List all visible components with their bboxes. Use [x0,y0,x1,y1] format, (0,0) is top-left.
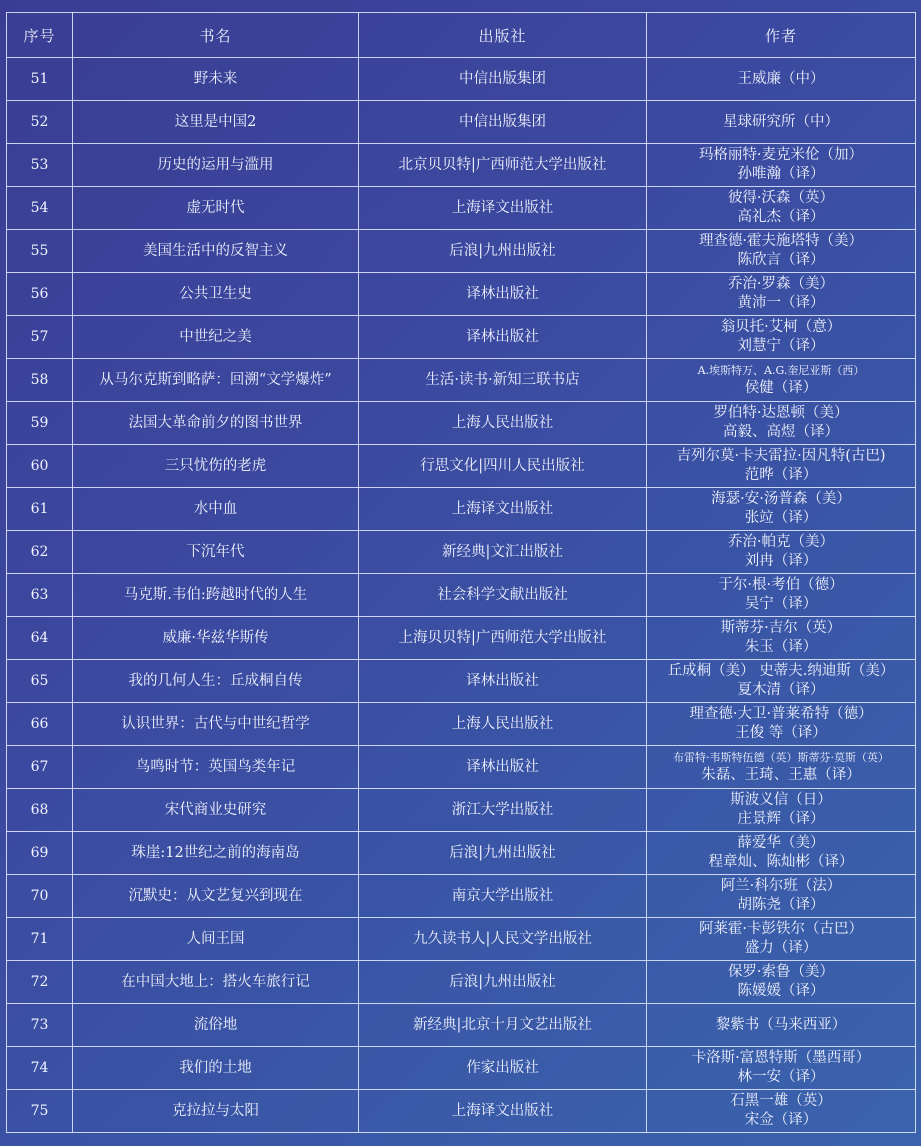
cell-no: 64 [7,617,73,660]
translator-name: 朱玉（译） [744,639,818,655]
translator-name: 范晔（译） [744,467,818,483]
book-list-container [6,12,915,1133]
translator-name: 高毅、高煜（译） [723,424,839,440]
cell-publisher: 新经典|文汇出版社 [359,531,647,574]
cell-no: 75 [7,1090,73,1133]
cell-title: 公共卫生史 [73,273,359,316]
table-row [7,660,916,703]
cell-publisher: 上海译文出版社 [359,187,647,230]
author-name: 吉列尔莫·卡夫雷拉·因凡特(古巴) [676,448,886,464]
header-title: 书名 [73,13,359,58]
cell-no: 70 [7,875,73,918]
cell-no: 68 [7,789,73,832]
cell-no: 56 [7,273,73,316]
cell-author [647,1047,916,1090]
cell-publisher: 社会科学文献出版社 [359,574,647,617]
cell-title: 法国大革命前夕的图书世界 [73,402,359,445]
cell-no: 51 [7,58,73,101]
table-row [7,617,916,660]
cell-no: 73 [7,1004,73,1047]
translator-name: 陈欣言（译） [737,252,825,268]
cell-publisher: 中信出版集团 [359,58,647,101]
cell-author [647,58,916,101]
cell-publisher: 北京贝贝特|广西师范大学出版社 [359,144,647,187]
translator-name: 程章灿、陈灿彬（译） [708,854,854,870]
header-publisher: 出版社 [359,13,647,58]
translator-name: 王俊 等（译） [735,725,827,741]
author-name: 丘成桐（美） 史蒂夫.纳迪斯（美） [667,663,895,679]
cell-publisher: 行思文化|四川人民出版社 [359,445,647,488]
cell-title: 虚无时代 [73,187,359,230]
author-name: 乔治·帕克（美） [727,534,835,550]
author-name: 布雷特·韦斯特伍德（英）斯蒂芬·莫斯（英） [673,751,889,764]
author-name: 乔治·罗森（美） [727,276,835,292]
cell-author [647,445,916,488]
cell-title: 三只忧伤的老虎 [73,445,359,488]
header-row [7,13,916,58]
table-row [7,832,916,875]
cell-title: 这里是中国2 [73,101,359,144]
cell-publisher: 中信出版集团 [359,101,647,144]
table-row [7,101,916,144]
cell-no: 53 [7,144,73,187]
author-name: 海瑟·安·汤普森（美） [711,491,851,507]
header-no: 序号 [7,13,73,58]
cell-title: 宋代商业史研究 [73,789,359,832]
table-row [7,144,916,187]
translator-name: 侯健（译） [744,380,818,396]
translator-name: 朱磊、王琦、王惠（译） [701,767,861,783]
translator-name: 孙唯瀚（译） [737,166,825,182]
cell-no: 54 [7,187,73,230]
cell-title: 马克斯.韦伯:跨越时代的人生 [73,574,359,617]
cell-title: 野未来 [73,58,359,101]
cell-title: 我的几何人生：丘成桐自传 [73,660,359,703]
cell-no: 67 [7,746,73,789]
cell-no: 59 [7,402,73,445]
cell-title: 威廉·华兹华斯传 [73,617,359,660]
table-row [7,488,916,531]
table-row [7,1090,916,1133]
author-name: 星球研究所（中） [723,113,839,130]
cell-author [647,746,916,789]
cell-publisher: 九久读书人|人民文学出版社 [359,918,647,961]
table-row [7,961,916,1004]
table-row [7,574,916,617]
table-row [7,273,916,316]
translator-name: 张竝（译） [744,510,818,526]
table-row [7,789,916,832]
cell-author [647,402,916,445]
table-body [7,58,916,1133]
cell-title: 鸟鸣时节：英国鸟类年记 [73,746,359,789]
cell-title: 认识世界：古代与中世纪哲学 [73,703,359,746]
table-row [7,445,916,488]
cell-publisher: 译林出版社 [359,660,647,703]
table-row [7,230,916,273]
cell-author [647,230,916,273]
table-row [7,1004,916,1047]
author-name: 彼得·沃森（英） [727,190,835,206]
author-name: 理查德·霍夫施塔特（美） [698,233,864,249]
cell-author [647,144,916,187]
cell-publisher: 新经典|北京十月文艺出版社 [359,1004,647,1047]
table-row [7,531,916,574]
cell-author [647,875,916,918]
cell-publisher: 上海译文出版社 [359,488,647,531]
cell-author [647,574,916,617]
author-name: 黎紫书（马来西亚） [715,1016,847,1033]
translator-name: 陈媛媛（译） [737,983,825,999]
cell-publisher: 上海人民出版社 [359,703,647,746]
cell-no: 62 [7,531,73,574]
cell-title: 下沉年代 [73,531,359,574]
cell-publisher: 后浪|九州出版社 [359,230,647,273]
author-name: 阿莱霍·卡彭铁尔（古巴） [698,921,864,937]
author-name: A.埃斯特万、A.G.奎尼亚斯（西） [697,364,865,377]
cell-title: 从马尔克斯到略萨：回溯“文学爆炸” [73,359,359,402]
cell-author [647,1004,916,1047]
author-name: 翁贝托·艾柯（意） [720,319,842,335]
cell-title: 流俗地 [73,1004,359,1047]
cell-publisher: 译林出版社 [359,746,647,789]
table-row [7,58,916,101]
cell-author [647,187,916,230]
cell-author [647,101,916,144]
translator-name: 宋佥（译） [744,1112,818,1128]
author-name: 罗伯特·达恩顿（美） [713,405,849,421]
cell-author [647,961,916,1004]
author-name: 斯波义信（日） [730,792,832,808]
cell-no: 74 [7,1047,73,1090]
cell-title: 美国生活中的反智主义 [73,230,359,273]
cell-no: 61 [7,488,73,531]
cell-author [647,316,916,359]
cell-publisher: 浙江大学出版社 [359,789,647,832]
cell-title: 历史的运用与滥用 [73,144,359,187]
cell-title: 我们的土地 [73,1047,359,1090]
cell-author [647,1090,916,1133]
cell-publisher: 译林出版社 [359,273,647,316]
cell-title: 中世纪之美 [73,316,359,359]
cell-author [647,918,916,961]
cell-author [647,531,916,574]
cell-author [647,660,916,703]
cell-title: 沉默史：从文艺复兴到现在 [73,875,359,918]
translator-name: 吴宁（译） [744,596,818,612]
table-row [7,875,916,918]
translator-name: 庄景辉（译） [737,811,825,827]
cell-author [647,789,916,832]
cell-title: 人间王国 [73,918,359,961]
table-row [7,187,916,230]
author-name: 于尔·根·考伯（德） [718,577,844,593]
cell-no: 63 [7,574,73,617]
translator-name: 黄沛一（译） [737,295,825,311]
translator-name: 高礼杰（译） [737,209,825,225]
author-name: 保罗·索鲁（美） [727,964,835,980]
author-name: 王威廉（中） [737,70,825,87]
table-row [7,359,916,402]
cell-publisher: 作家出版社 [359,1047,647,1090]
author-name: 理查德·大卫·普莱希特（德） [689,706,873,722]
translator-name: 林一安（译） [737,1069,825,1085]
cell-publisher: 南京大学出版社 [359,875,647,918]
cell-author [647,703,916,746]
cell-title: 珠崖:12世纪之前的海南岛 [73,832,359,875]
cell-publisher: 译林出版社 [359,316,647,359]
author-name: 阿兰·科尔班（法） [720,878,842,894]
cell-author [647,832,916,875]
cell-no: 69 [7,832,73,875]
cell-author [647,488,916,531]
translator-name: 盛力（译） [744,940,818,956]
table-header [7,13,916,58]
cell-no: 52 [7,101,73,144]
table-row [7,703,916,746]
cell-publisher: 后浪|九州出版社 [359,961,647,1004]
book-list-table [6,12,916,1133]
author-name: 石黑一雄（英） [730,1093,832,1109]
cell-no: 60 [7,445,73,488]
header-author: 作者 [647,13,916,58]
table-row [7,316,916,359]
cell-publisher: 上海译文出版社 [359,1090,647,1133]
cell-no: 65 [7,660,73,703]
cell-no: 55 [7,230,73,273]
translator-name: 胡陈尧（译） [737,897,825,913]
translator-name: 夏木清（译） [737,682,825,698]
translator-name: 刘慧宁（译） [737,338,825,354]
cell-author [647,359,916,402]
cell-publisher: 上海贝贝特|广西师范大学出版社 [359,617,647,660]
cell-no: 58 [7,359,73,402]
cell-publisher: 生活·读书·新知三联书店 [359,359,647,402]
table-row [7,402,916,445]
author-name: 玛格丽特·麦克米伦（加） [698,147,864,163]
table-row [7,746,916,789]
cell-title: 克拉拉与太阳 [73,1090,359,1133]
table-row [7,918,916,961]
cell-publisher: 后浪|九州出版社 [359,832,647,875]
cell-publisher: 上海人民出版社 [359,402,647,445]
author-name: 卡洛斯·富恩特斯（墨西哥） [691,1050,871,1066]
author-name: 薛爱华（美） [737,835,825,851]
author-name: 斯蒂芬·吉尔（英） [720,620,842,636]
cell-no: 72 [7,961,73,1004]
cell-title: 水中血 [73,488,359,531]
cell-no: 57 [7,316,73,359]
cell-author [647,617,916,660]
table-row [7,1047,916,1090]
translator-name: 刘冉（译） [744,553,818,569]
cell-author [647,273,916,316]
cell-no: 66 [7,703,73,746]
cell-title: 在中国大地上：搭火车旅行记 [73,961,359,1004]
cell-no: 71 [7,918,73,961]
